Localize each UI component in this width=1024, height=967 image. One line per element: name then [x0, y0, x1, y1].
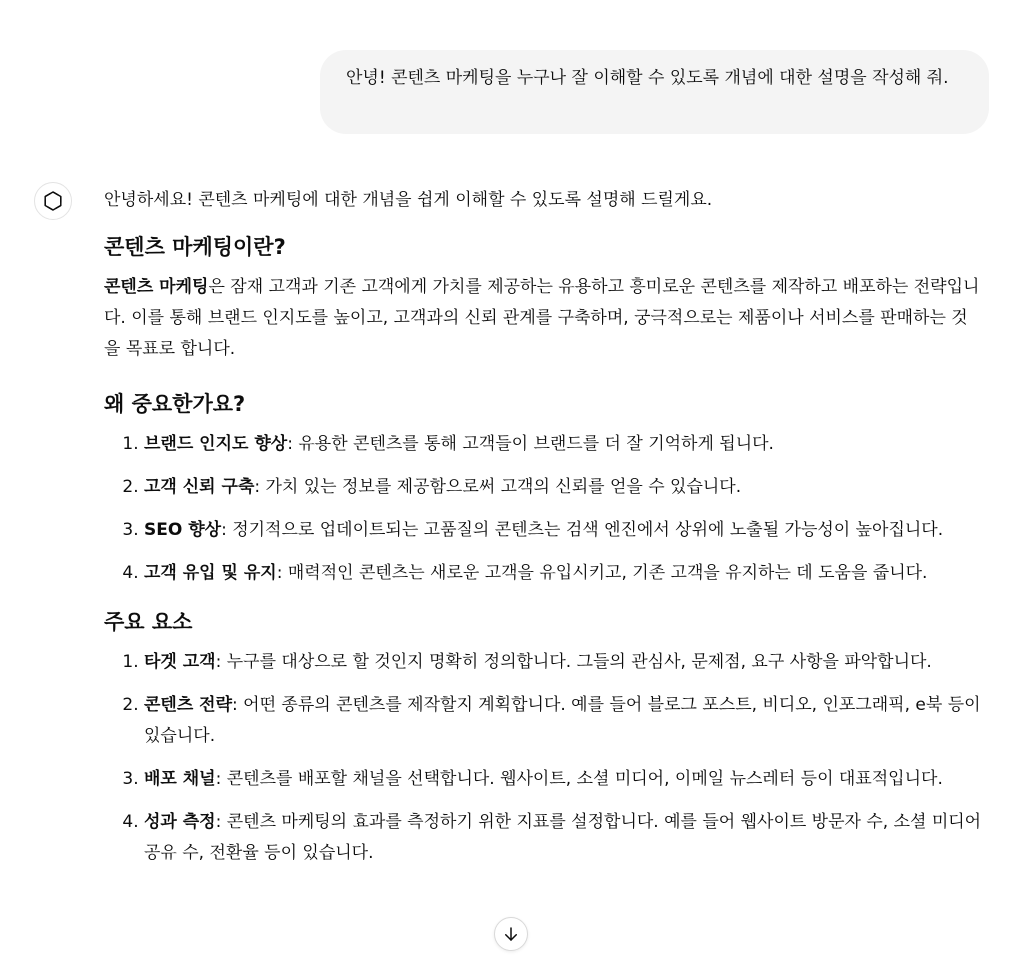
list-item [144, 429, 984, 460]
list-item [144, 690, 984, 752]
list-item-text: : 어떤 종류의 콘텐츠를 제작할지 계획합니다. 예를 들어 블로그 포스트, 비디오, 인포그래픽, e북 등이 있습니다. [144, 695, 981, 746]
list-item-text: : 유용한 콘텐츠를 통해 고객들이 브랜드를 더 잘 기억하게 됩니다. [287, 434, 774, 454]
list-item-term: 브랜드 인지도 향상 [144, 434, 288, 454]
definition-paragraph [104, 272, 984, 365]
openai-logo-icon [41, 189, 65, 213]
list-item-term: 성과 측정 [144, 812, 216, 832]
list-item-text: : 콘텐츠 마케팅의 효과를 측정하기 위한 지표를 설정합니다. 예를 들어 웹사이트 방문자 수, 소셜 미디어 공유 수, 전환율 등이 있습니다. [144, 812, 982, 863]
list-item-text: : 누구를 대상으로 할 것인지 명확히 정의합니다. 그들의 관심사, 문제점, 요구 사항을 파악합니다. [215, 652, 932, 672]
list-item [144, 764, 984, 795]
list-item [144, 807, 984, 869]
list-item-term: 콘텐츠 전략 [144, 695, 233, 715]
assistant-message [104, 185, 984, 885]
list-item-term: 타겟 고객 [144, 652, 216, 672]
list-item [144, 515, 984, 546]
definition-text: 은 잠재 고객과 기존 고객에게 가치를 제공하는 유용하고 흥미로운 콘텐츠를 제작하고 배포하는 전략입니다. 이를 통해 브랜드 인지도를 높이고, 고객과의 신뢰 관계를 구축하며, 궁극적으로는 제품이나 서비스를 판매하는 것을 목표로 합니다. [104, 277, 980, 359]
list-item [144, 647, 984, 678]
section-heading-what-is: 콘텐츠 마케팅이란? [104, 235, 286, 259]
why-important-list [104, 429, 984, 589]
list-item-text: : 정기적으로 업데이트되는 고품질의 콘텐츠는 검색 엔진에서 상위에 노출될 가능성이 높아집니다. [221, 520, 944, 540]
user-message-row [320, 50, 989, 134]
list-item-text: : 콘텐츠를 배포할 채널을 선택합니다. 웹사이트, 소셜 미디어, 이메일 뉴스레터 등이 대표적입니다. [215, 769, 943, 789]
list-item-text: : 매력적인 콘텐츠는 새로운 고객을 유입시키고, 기존 고객을 유지하는 데 도움을 줍니다. [276, 563, 928, 583]
user-message-bubble: 안녕! 콘텐츠 마케팅을 누구나 잘 이해할 수 있도록 개념에 대한 설명을 작성해 줘. [320, 50, 989, 134]
list-item [144, 472, 984, 503]
scroll-to-bottom-button[interactable] [494, 917, 528, 951]
key-elements-list [104, 647, 984, 869]
definition-term: 콘텐츠 마케팅 [104, 277, 209, 297]
assistant-intro: 안녕하세요! 콘텐츠 마케팅에 대한 개념을 쉽게 이해할 수 있도록 설명해 드릴게요. [104, 190, 713, 210]
section-heading-key-elements: 주요 요소 [104, 610, 193, 634]
section-heading-why-important: 왜 중요한가요? [104, 392, 246, 416]
list-item-term: 고객 유입 및 유지 [144, 563, 277, 583]
list-item [144, 558, 984, 589]
list-item-text: : 가치 있는 정보를 제공함으로써 고객의 신뢰를 얻을 수 있습니다. [254, 477, 742, 497]
list-item-term: SEO 향상 [144, 520, 222, 540]
list-item-term: 배포 채널 [144, 769, 216, 789]
assistant-avatar [34, 182, 72, 220]
arrow-down-icon [502, 925, 520, 943]
list-item-term: 고객 신뢰 구축 [144, 477, 255, 497]
